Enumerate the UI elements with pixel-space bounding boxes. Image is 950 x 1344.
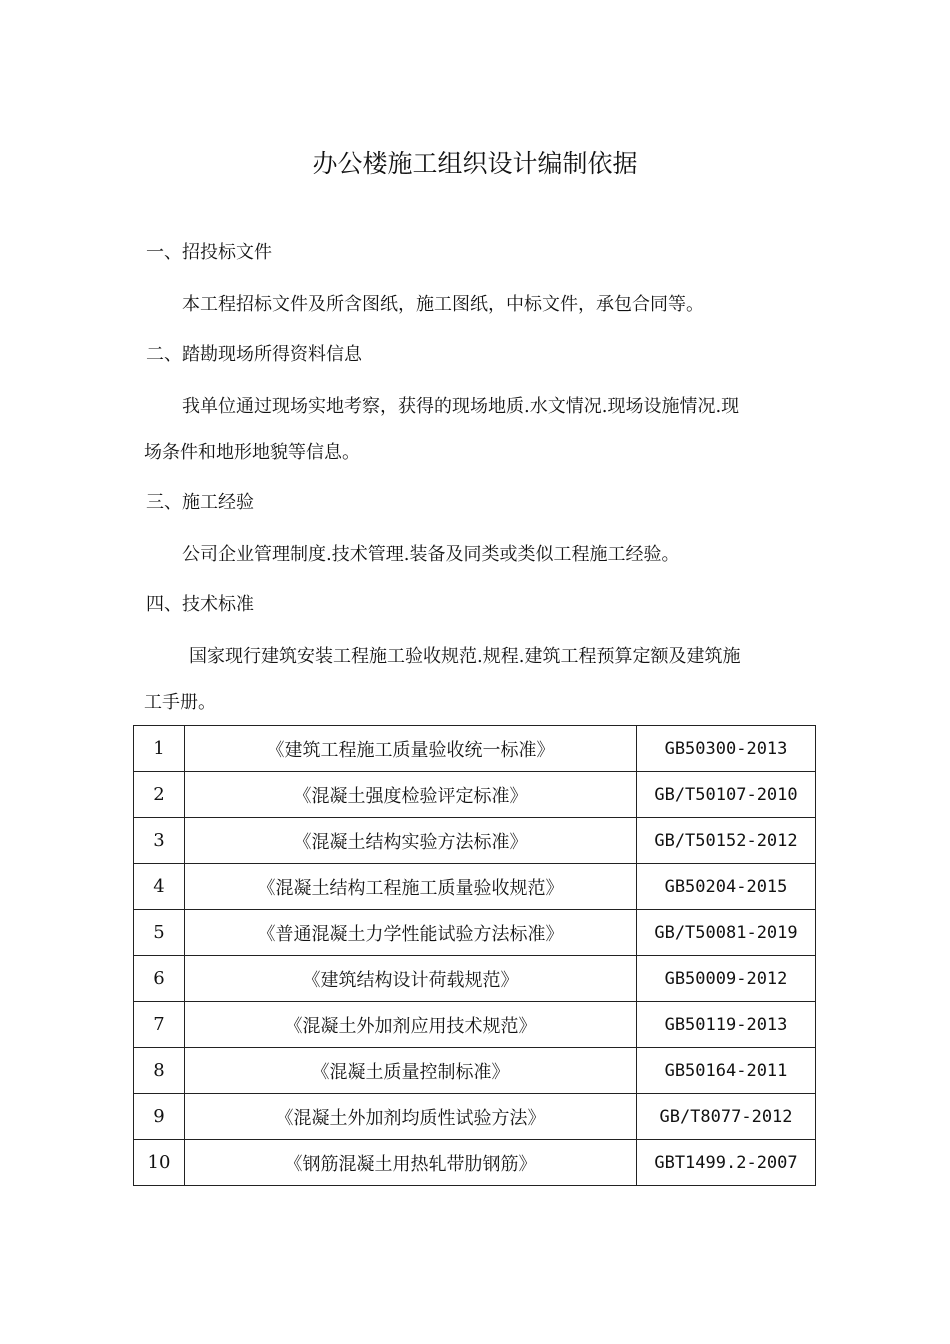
standard-code: GB/T50107-2010 xyxy=(637,772,816,818)
standard-code: GB50300-2013 xyxy=(637,726,816,772)
row-number: 10 xyxy=(134,1140,185,1186)
section-paragraph-construction-experience: 公司企业管理制度.技术管理.装备及同类或类似工程施工经验。 xyxy=(182,544,680,565)
table-row xyxy=(134,864,816,910)
section-paragraph-technical-standards-line-2: 工手册。 xyxy=(144,692,216,713)
section-paragraph-bidding-documents: 本工程招标文件及所含图纸，施工图纸，中标文件，承包合同等。 xyxy=(182,294,704,315)
table-row xyxy=(134,1140,816,1186)
row-number: 7 xyxy=(134,1002,185,1048)
standard-name: 《混凝土外加剂应用技术规范》 xyxy=(185,1002,637,1048)
row-number: 1 xyxy=(134,726,185,772)
table-row xyxy=(134,910,816,956)
table-row xyxy=(134,956,816,1002)
standard-name: 《建筑结构设计荷载规范》 xyxy=(185,956,637,1002)
standard-name: 《普通混凝土力学性能试验方法标准》 xyxy=(185,910,637,956)
row-number: 6 xyxy=(134,956,185,1002)
standard-code: GB50164-2011 xyxy=(637,1048,816,1094)
row-number: 2 xyxy=(134,772,185,818)
standard-name: 《混凝土结构工程施工质量验收规范》 xyxy=(185,864,637,910)
table-row xyxy=(134,1048,816,1094)
table-row xyxy=(134,1002,816,1048)
section-heading-site-survey: 二、踏勘现场所得资料信息 xyxy=(146,344,362,365)
standard-code: GB50119-2013 xyxy=(637,1002,816,1048)
row-number: 8 xyxy=(134,1048,185,1094)
standard-code: GB50204-2015 xyxy=(637,864,816,910)
standard-code: GB50009-2012 xyxy=(637,956,816,1002)
standard-name: 《混凝土结构实验方法标准》 xyxy=(185,818,637,864)
table-row xyxy=(134,1094,816,1140)
standard-name: 《建筑工程施工质量验收统一标准》 xyxy=(185,726,637,772)
row-number: 5 xyxy=(134,910,185,956)
section-paragraph-site-survey-line-1: 我单位通过现场实地考察，获得的现场地质.水文情况.现场设施情况.现 xyxy=(182,396,740,417)
standard-name: 《钢筋混凝土用热轧带肋钢筋》 xyxy=(185,1140,637,1186)
section-heading-construction-experience: 三、施工经验 xyxy=(146,492,254,513)
section-heading-bidding-documents: 一、招投标文件 xyxy=(146,242,272,263)
row-number: 4 xyxy=(134,864,185,910)
row-number: 9 xyxy=(134,1094,185,1140)
standard-name: 《混凝土强度检验评定标准》 xyxy=(185,772,637,818)
standard-code: GB/T50152-2012 xyxy=(637,818,816,864)
standard-code: GB/T50081-2019 xyxy=(637,910,816,956)
standards-table xyxy=(133,725,816,1186)
section-paragraph-technical-standards-line-1: 国家现行建筑安装工程施工验收规范.规程.建筑工程预算定额及建筑施 xyxy=(189,646,741,667)
section-paragraph-site-survey-line-2: 场条件和地形地貌等信息。 xyxy=(144,442,360,463)
standard-name: 《混凝土外加剂均质性试验方法》 xyxy=(185,1094,637,1140)
table-row xyxy=(134,726,816,772)
table-row xyxy=(134,772,816,818)
row-number: 3 xyxy=(134,818,185,864)
standard-code: GB/T8077-2012 xyxy=(637,1094,816,1140)
table-row xyxy=(134,818,816,864)
section-heading-technical-standards: 四、技术标准 xyxy=(146,594,254,615)
standard-code: GBT1499.2-2007 xyxy=(637,1140,816,1186)
page-title: 办公楼施工组织设计编制依据 xyxy=(312,149,638,178)
standard-name: 《混凝土质量控制标准》 xyxy=(185,1048,637,1094)
